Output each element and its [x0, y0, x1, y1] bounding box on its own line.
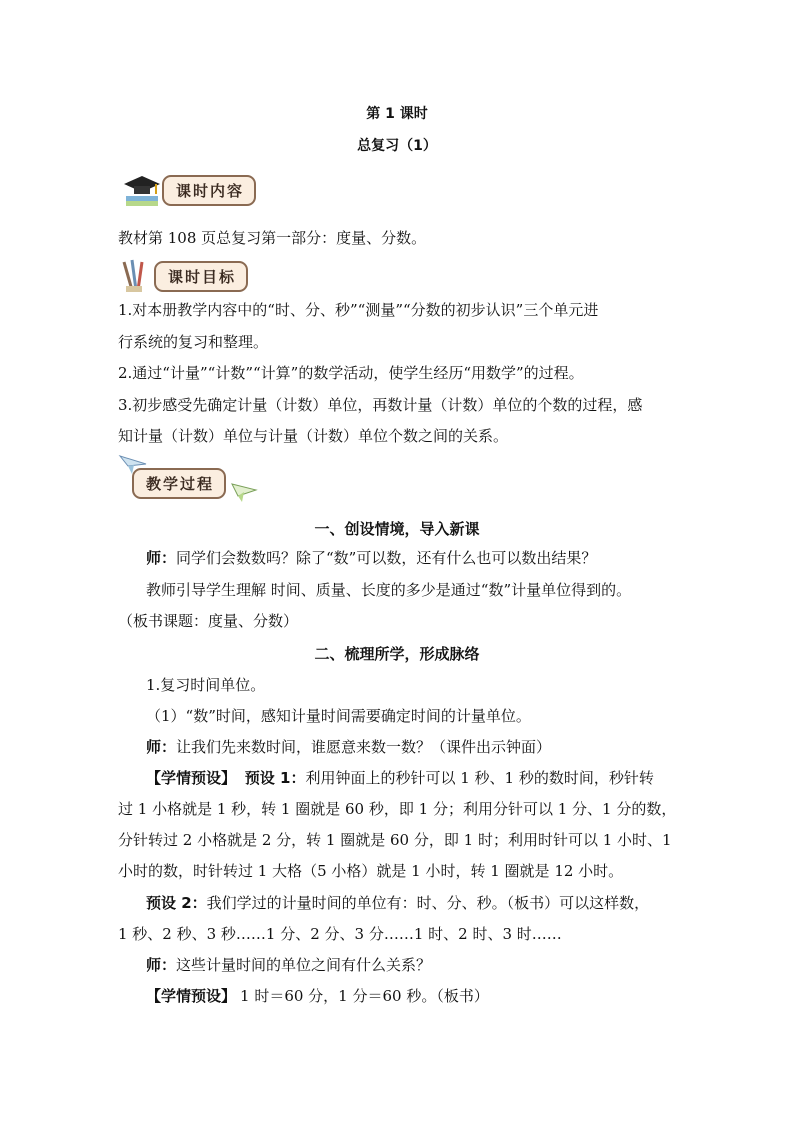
- preset-2-label: 预设 2：: [146, 894, 207, 912]
- learning-preset-tag: 【学情预设】: [146, 987, 237, 1005]
- teacher-label: 师：: [146, 738, 177, 756]
- preset-1-line-1: [146, 769, 654, 787]
- teacher-prompt-2: [146, 956, 431, 974]
- teacher-prompt-text: 让我们先来数时间，谁愿意来数一数？（课件出示钟面）: [176, 738, 552, 756]
- badge-teaching-process: [118, 452, 258, 508]
- preset-2-line-2: 1 秒、2 秒、3 秒……1 分、2 分、3 分……1 时、2 时、3 时……: [118, 925, 562, 943]
- preset-1-text: 利用钟面上的秒针可以 1 秒、1 秒的数时间，秒针转: [305, 769, 654, 787]
- lesson-number: 第 1 课时: [366, 106, 428, 122]
- preset-1-line-3: 分针转过 2 小格就是 2 分，转 1 圈就是 60 分，即 1 时；利用时针可以 1 小时、1: [118, 831, 672, 849]
- section-1-paragraph-2-line-1: 教师引导学生理解 时间、质量、长度的多少是通过“数”计量单位得到的。: [146, 581, 632, 599]
- section-2-heading: 二、梳理所学，形成脉络: [314, 645, 480, 663]
- preset-2-text: 我们学过的计量时间的单位有：时、分、秒。（板书）可以这样数，: [206, 894, 650, 912]
- badge-goals-label: 课时目标: [154, 261, 248, 292]
- goal-1-line-1: 1.对本册教学内容中的“时、分、秒”“测量”“分数的初步认识”三个单元进: [118, 301, 599, 319]
- goal-2: 2.通过“计量”“计数”“计算”的数学活动，使学生经历“用数学”的过程。: [118, 364, 584, 382]
- section-1-paragraph-2-line-2: （板书课题：度量、分数）: [118, 612, 299, 630]
- goal-3-line-1: 3.初步感受先确定计量（计数）单位，再数计量（计数）单位的个数的过程，感: [118, 396, 643, 414]
- preset-1-line-4: 小时的数，时针转过 1 大格（5 小格）就是 1 小时，转 1 圈就是 12 小时。: [118, 862, 624, 880]
- preset-answer-text: 1 时＝60 分，1 分＝60 秒。（板书）: [240, 987, 489, 1005]
- badge-lesson-content: [122, 172, 256, 208]
- goal-1-line-2: 行系统的复习和整理。: [118, 333, 269, 351]
- brushes-icon: [118, 258, 154, 294]
- preset-1-label: 预设 1：: [244, 769, 306, 787]
- content-text: 教材第 108 页总复习第一部分：度量、分数。: [118, 229, 427, 247]
- paper-plane-icon: [230, 480, 258, 504]
- preset-answer: [146, 987, 489, 1005]
- review-item-1: 1.复习时间单位。: [146, 676, 266, 694]
- badge-content-label: 课时内容: [162, 175, 256, 206]
- badge-process-label: 教学过程: [132, 468, 226, 499]
- lesson-title: 总复习（1）: [357, 138, 437, 154]
- teacher-label: 师：: [146, 956, 177, 974]
- section-1-heading: 一、创设情境，导入新课: [314, 520, 480, 538]
- graduation-cap-icon: [122, 172, 162, 208]
- teacher-prompt-text: 这些计量时间的单位之间有什么关系？: [176, 956, 432, 974]
- teacher-question: 同学们会数数吗？除了“数”可以数，还有什么也可以数出结果？: [176, 549, 597, 567]
- goal-3-line-2: 知计量（计数）单位与计量（计数）单位个数之间的关系。: [118, 427, 509, 445]
- review-item-1-sub: （1）“数”时间，感知计量时间需要确定时间的计量单位。: [146, 707, 531, 725]
- learning-preset-tag: 【学情预设】: [146, 769, 237, 787]
- teacher-label: 师：: [146, 549, 177, 567]
- preset-2-line-1: [146, 894, 649, 912]
- badge-lesson-goals: [118, 258, 248, 294]
- preset-1-line-2: 过 1 小格就是 1 秒，转 1 圈就是 60 秒，即 1 分；利用分针可以 1 分、1 分的数，: [118, 800, 677, 818]
- section-1-paragraph-1: [146, 549, 596, 567]
- teacher-prompt-1: [146, 738, 551, 756]
